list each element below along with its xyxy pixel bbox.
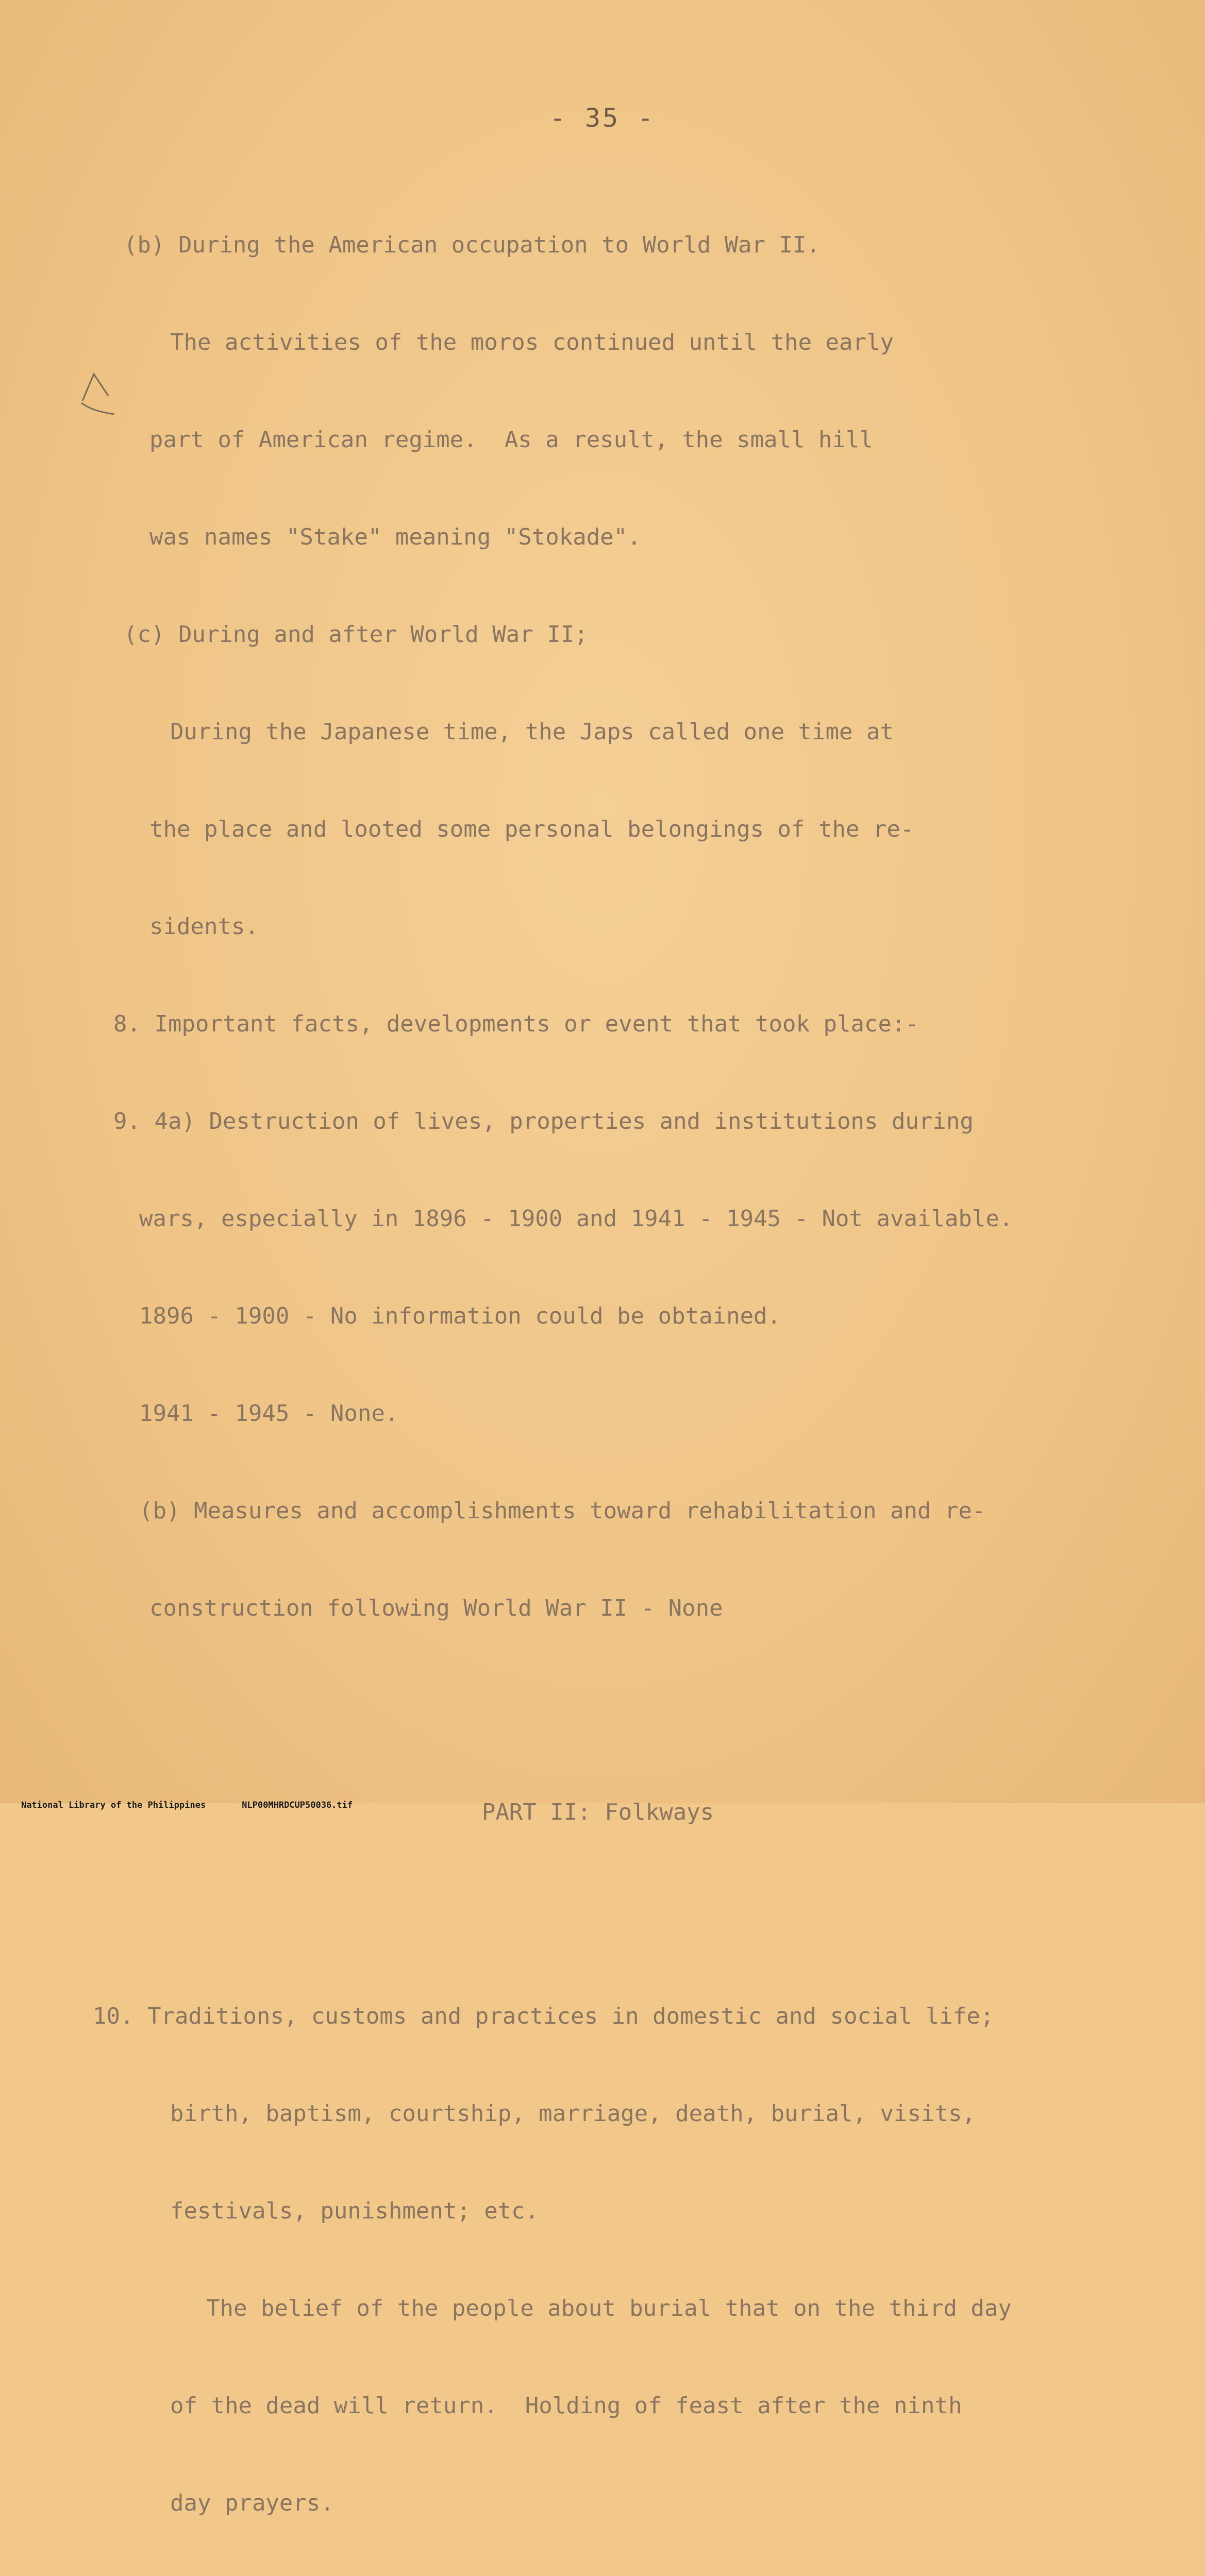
part-title: PART II: Folkways <box>481 1799 714 1825</box>
text-line: The activities of the moros continued until the early <box>170 329 894 355</box>
text-line: construction following World War II - None <box>149 1595 723 1621</box>
text-line: (b) During the American occupation to World War II. <box>124 232 821 258</box>
text-line: part of American regime. As a result, the small hill <box>149 427 873 453</box>
footer-library: National Library of the Philippines <box>21 1800 206 1810</box>
text-line: 10. Traditions, customs and practices in domestic and social life; <box>93 2003 994 2029</box>
text-line: the place and looted some personal belongings of the re- <box>149 816 914 842</box>
text-line: (b) Measures and accomplishments toward rehabilitation and re- <box>139 1498 986 1524</box>
text-line: The belief of the people about burial that on the third day <box>206 2295 1012 2321</box>
text-line: day prayers. <box>170 2490 334 2516</box>
footer-file: NLP00MHRDCUP50036.tif <box>242 1800 353 1810</box>
page-number: - 35 - <box>549 103 656 133</box>
text-line: was names "Stake" meaning "Stokade". <box>149 524 641 550</box>
text-line: festivals, punishment; etc. <box>170 2198 539 2224</box>
archive-footer <box>0 1790 389 1821</box>
text-line: 9. 4a) Destruction of lives, properties and institutions during <box>113 1108 974 1134</box>
text-line: 1941 - 1945 - None. <box>139 1400 399 1427</box>
text-line: (c) During and after World War II; <box>124 621 588 648</box>
text-line: birth, baptism, courtship, marriage, death, burial, visits, <box>170 2100 976 2127</box>
text-line: 1896 - 1900 - No information could be obtained. <box>139 1303 781 1329</box>
text-line: of the dead will return. Holding of feast after the ninth <box>170 2393 962 2419</box>
text-line: 8. Important facts, developments or event that took place:- <box>113 1011 919 1037</box>
text-line: sidents. <box>149 913 259 940</box>
text-line: During the Japanese time, the Japs called one time at <box>170 719 894 745</box>
text-line: wars, especially in 1896 - 1900 and 1941 - 1945 - Not available. <box>139 1206 1013 1232</box>
document-body <box>93 164 1144 2576</box>
